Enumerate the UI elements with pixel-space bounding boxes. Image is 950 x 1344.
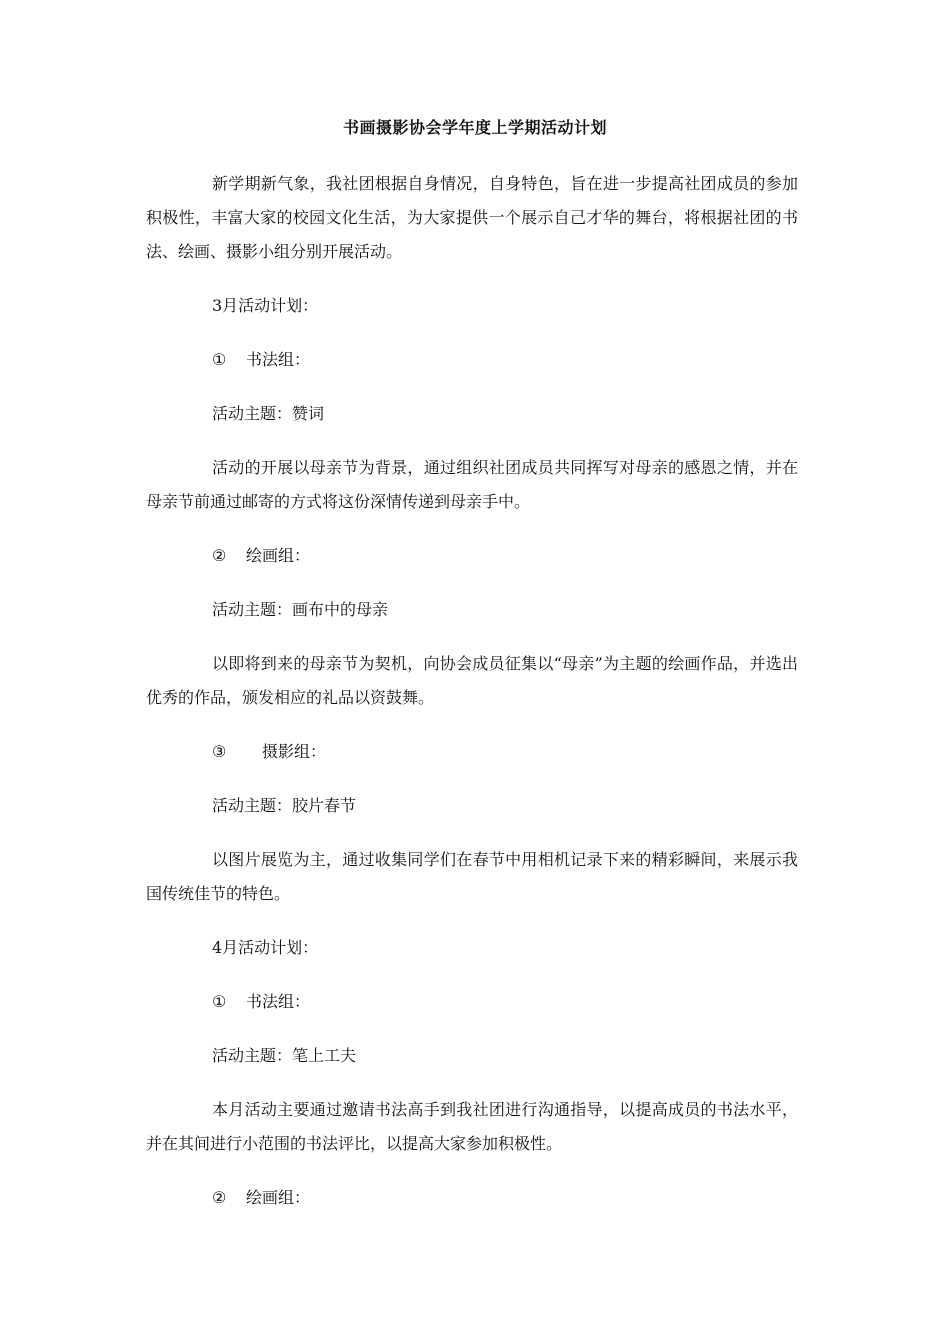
intro-paragraph: 新学期新气象，我社团根据自身情况，自身特色，旨在进一步提高社团成员的参加积极性，丰富大家的校园文化生活，为大家提供一个展示自己才华的舞台，将根据社团的书法、绘画、摄影小组分别开展活动。 bbox=[146, 174, 798, 261]
march-painting-theme: 活动主题：画布中的母亲 bbox=[212, 600, 389, 619]
document-title: 书画摄影协会学年度上学期活动计划 bbox=[342, 118, 607, 137]
group-label: 绘画组： bbox=[246, 1188, 311, 1207]
march-painting-label bbox=[146, 539, 798, 573]
march-calligraphy-theme: 活动主题：赞词 bbox=[212, 404, 325, 423]
list-marker: ③ bbox=[212, 742, 227, 761]
april-painting-label bbox=[146, 1181, 798, 1215]
april-calligraphy-label bbox=[146, 985, 798, 1019]
document-body bbox=[146, 167, 798, 1215]
list-marker: ① bbox=[212, 350, 227, 369]
march-calligraphy-label bbox=[146, 343, 798, 377]
group-label: 书法组： bbox=[246, 350, 311, 369]
april-calligraphy-desc: 本月活动主要通过邀请书法高手到我社团进行沟通指导，以提高成员的书法水平，并在其间进行小范围的书法评比，以提高大家参加积极性。 bbox=[146, 1100, 798, 1153]
group-label: 摄影组： bbox=[262, 742, 327, 761]
march-photography-label bbox=[146, 735, 798, 769]
group-label: 书法组： bbox=[246, 992, 311, 1011]
march-heading: 3月活动计划： bbox=[212, 296, 319, 315]
march-photography-theme: 活动主题：胶片春节 bbox=[212, 796, 357, 815]
group-label: 绘画组： bbox=[246, 546, 311, 565]
april-calligraphy-theme: 活动主题：笔上工夫 bbox=[212, 1046, 357, 1065]
march-calligraphy-desc: 活动的开展以母亲节为背景，通过组织社团成员共同挥写对母亲的感恩之情，并在母亲节前通过邮寄的方式将这份深情传递到母亲手中。 bbox=[146, 458, 798, 511]
april-heading: 4月活动计划： bbox=[212, 938, 319, 957]
list-marker: ② bbox=[212, 546, 227, 565]
list-marker: ① bbox=[212, 992, 227, 1011]
march-photography-desc: 以图片展览为主，通过收集同学们在春节中用相机记录下来的精彩瞬间，来展示我国传统佳节的特色。 bbox=[146, 850, 798, 903]
list-marker: ② bbox=[212, 1188, 227, 1207]
march-painting-desc: 以即将到来的母亲节为契机，向协会成员征集以“母亲”为主题的绘画作品，并选出优秀的作品，颁发相应的礼品以资鼓舞。 bbox=[146, 654, 798, 707]
